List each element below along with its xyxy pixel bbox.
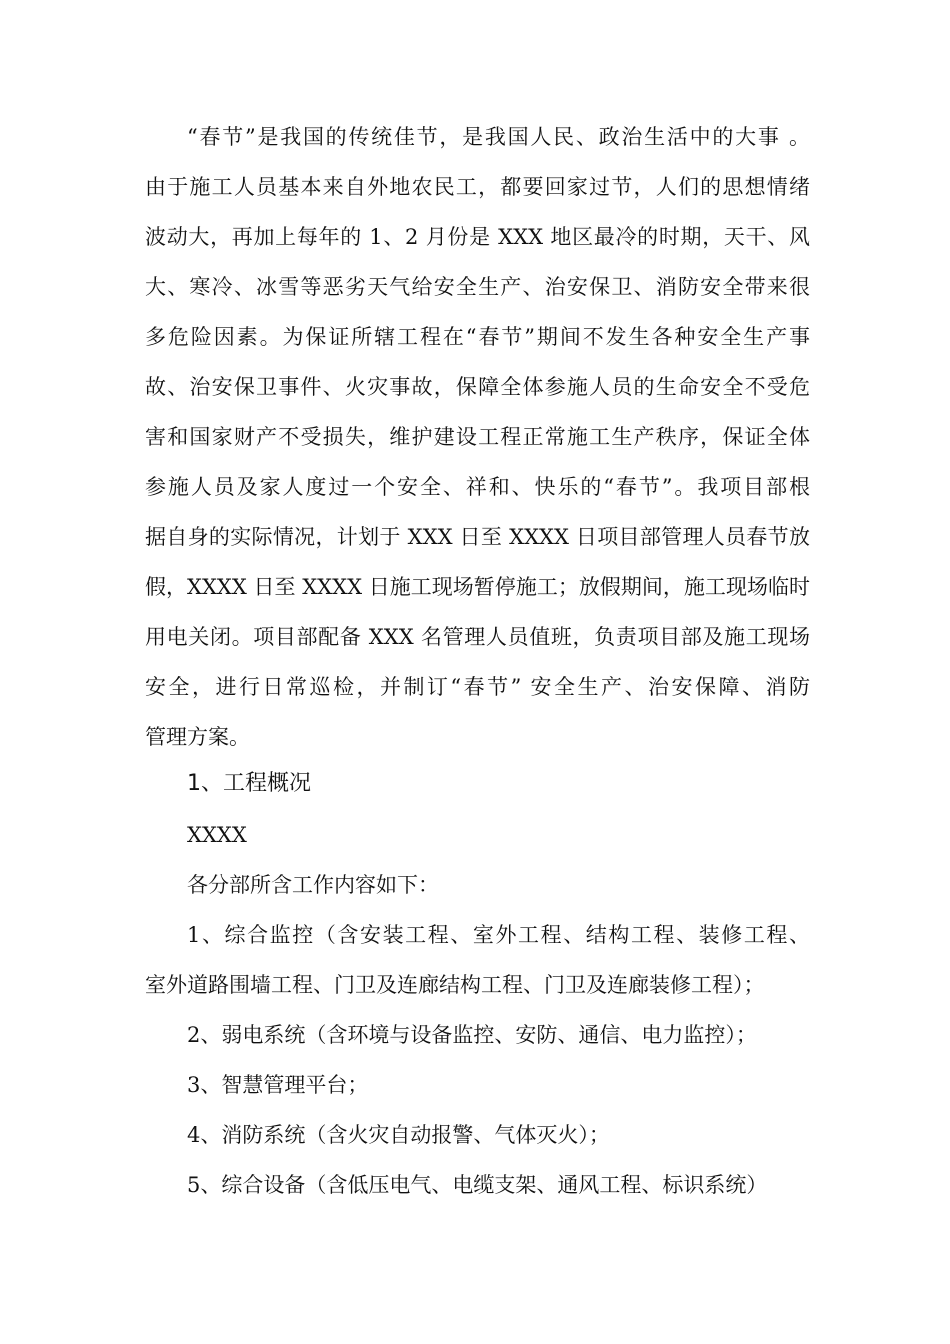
list-item: 3、智慧管理平台； [187,1073,369,1097]
intro-line: “春节”是我国的传统佳节，是我国人民、政治生活中的大事 。 [187,125,810,149]
list-item: 2、弱电系统（含环境与设备监控、安防、通信、电力监控）； [187,1023,757,1047]
intro-line: 假，XXXX 日至 XXXX 日施工现场暂停施工；放假期间，施工现场临时 [145,575,810,599]
intro-line: 大、寒冷、冰雪等恶劣天气给安全生产、治安保卫、消防安全带来很 [145,275,810,299]
section-heading: 1、工程概况 [187,771,311,796]
list-item: 5、综合设备（含低压电气、电缆支架、通风工程、标识系统） [187,1173,768,1197]
intro-line: 参施人员及家人度过一个安全、祥和、快乐的“春节”。我项目部根 [145,475,810,499]
list-item: 1、综合监控（含安装工程、室外工程、结构工程、装修工程、 [187,923,810,947]
intro-line: 管理方案。 [145,725,250,749]
intro-line: 故、治安保卫事件、火灾事故，保障全体参施人员的生命安全不受危 [145,375,810,399]
intro-line: 据自身的实际情况，计划于 XXX 日至 XXXX 日项目部管理人员春节放 [145,525,810,549]
intro-line: 害和国家财产不受损失，维护建设工程正常施工生产秩序，保证全体 [145,425,810,449]
list-lead-text: 各分部所含工作内容如下： [187,873,439,897]
project-name-placeholder: XXXX [187,823,247,847]
list-item-continuation: 室外道路围墙工程、门卫及连廊结构工程、门卫及连廊装修工程）； [145,973,765,997]
intro-line: 波动大，再加上每年的 1、2 月份是 XXX 地区最冷的时期，天干、风 [145,225,810,249]
list-item: 4、消防系统（含火灾自动报警、气体灭火）； [187,1123,610,1147]
intro-line: 多危险因素。为保证所辖工程在“春节”期间不发生各种安全生产事 [145,325,810,349]
intro-line: 由于施工人员基本来自外地农民工，都要回家过节，人们的思想情绪 [145,175,810,199]
intro-line: 安全，进行日常巡检，并制订“春节” 安全生产、治安保障、消防 [145,675,810,699]
intro-line: 用电关闭。项目部配备 XXX 名管理人员值班，负责项目部及施工现场 [145,625,810,649]
